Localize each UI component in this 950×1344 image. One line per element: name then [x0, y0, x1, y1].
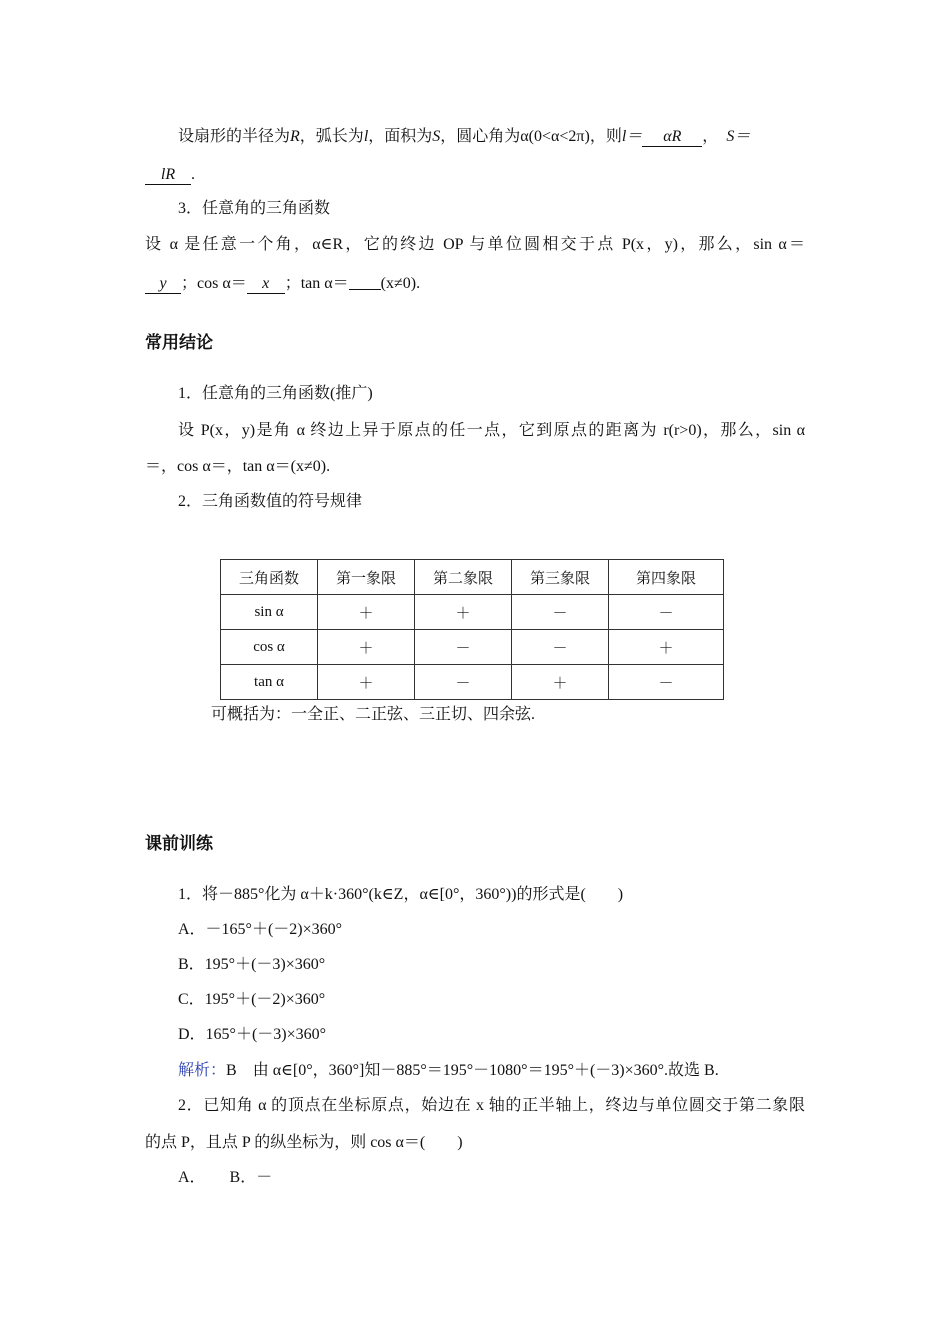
table-cell: ＋	[415, 595, 512, 630]
sector-line-2	[145, 164, 195, 186]
tan-text: ；tan α＝	[284, 275, 349, 292]
question-1-option-d: D．165°＋(－3)×360°	[178, 1026, 327, 1043]
arc-symbol: l	[363, 128, 369, 145]
s-equals: S＝	[726, 128, 751, 145]
table-row	[221, 595, 724, 630]
question-2-line-1: 2．已知角 α 的顶点在坐标原点，始边在 x 轴的正半轴上，终边与单位圆交于第二象限	[178, 1097, 805, 1114]
table-cell: －	[415, 630, 512, 665]
area-text: ，面积为	[368, 128, 433, 145]
table-cell: －	[415, 665, 512, 700]
conclusion-1-line-1: 设 P(x，y)是角 α 终边上异于原点的任一点，它到原点的距离为 r(r>0)，那么，sin α	[178, 422, 805, 439]
section-3-title: 3．任意角的三角函数	[178, 200, 331, 217]
question-2-options: A． B．－	[178, 1169, 273, 1186]
conclusion-1-line-2: ＝，cos α＝，tan α＝(x≠0).	[145, 458, 331, 475]
question-1-analysis	[178, 1060, 719, 1082]
question-2-line-2: 的点 P，且点 P 的纵坐标为，则 cos α＝( )	[145, 1134, 463, 1151]
table-header: 第四象限	[609, 560, 724, 595]
blank-l-answer: αR	[642, 128, 702, 147]
section-3-line-1: 设 α 是任意一个角，α∈R，它的终边 OP 与单位圆相交于点 P(x，y)，那么，sin α＝	[145, 236, 805, 253]
table-cell: －	[512, 630, 609, 665]
question-1-option-c: C．195°＋(－2)×360°	[178, 991, 326, 1008]
conclusion-2-title: 2．三角函数值的符号规律	[178, 493, 363, 510]
analysis-text: B 由 α∈[0°，360°]知－885°＝195°－1080°＝195°＋(－3)×360°.故选 B.	[226, 1062, 719, 1079]
table-header-row	[221, 560, 724, 595]
blank-sin-answer: y	[145, 275, 181, 294]
l-equals: l＝	[621, 128, 643, 145]
table-cell: cos α	[221, 630, 318, 665]
section-3-line-2	[145, 271, 420, 295]
cos-text: ；cos α＝	[181, 275, 247, 292]
table-cell: －	[609, 595, 724, 630]
arc-text: ，弧长为	[299, 128, 364, 145]
sector-line-1	[178, 126, 750, 148]
table-cell: ＋	[512, 665, 609, 700]
conclusion-1-title: 1．任意角的三角函数(推广)	[178, 385, 373, 402]
blank-cos-answer: x	[247, 275, 285, 294]
blank-tan-answer	[349, 271, 381, 290]
sign-table	[220, 559, 724, 700]
angle-text: ，圆心角为α(0<α<2π)，则	[440, 128, 622, 145]
question-1-option-a: A．－165°＋(－2)×360°	[178, 921, 343, 938]
heading-conclusions: 常用结论	[145, 333, 213, 353]
period: .	[191, 166, 195, 183]
table-header: 第二象限	[415, 560, 512, 595]
heading-practice: 课前训练	[145, 834, 213, 854]
table-cell: －	[609, 665, 724, 700]
tan-condition: (x≠0).	[380, 275, 421, 292]
table-header: 三角函数	[221, 560, 318, 595]
table-cell: －	[512, 595, 609, 630]
table-cell: tan α	[221, 665, 318, 700]
table-header: 第三象限	[512, 560, 609, 595]
table-cell: ＋	[318, 630, 415, 665]
table-cell: ＋	[318, 595, 415, 630]
area-symbol: S	[432, 128, 441, 145]
table-cell: ＋	[318, 665, 415, 700]
blank-s-answer: lR	[145, 166, 191, 185]
sign-summary: 可概括为：一全正、二正弦、三正切、四余弦.	[211, 706, 536, 723]
radius-symbol: R	[290, 128, 300, 145]
comma: ，	[702, 128, 719, 145]
table-cell: sin α	[221, 595, 318, 630]
table-row	[221, 630, 724, 665]
analysis-label: 解析：	[178, 1062, 227, 1079]
question-1-option-b: B．195°＋(－3)×360°	[178, 956, 326, 973]
table-cell: ＋	[609, 630, 724, 665]
table-header: 第一象限	[318, 560, 415, 595]
question-1: 1．将－885°化为 α＋k·360°(k∈Z，α∈[0°，360°))的形式是( )	[178, 886, 624, 903]
table-row	[221, 665, 724, 700]
sector-text: 设扇形的半径为	[178, 128, 291, 145]
